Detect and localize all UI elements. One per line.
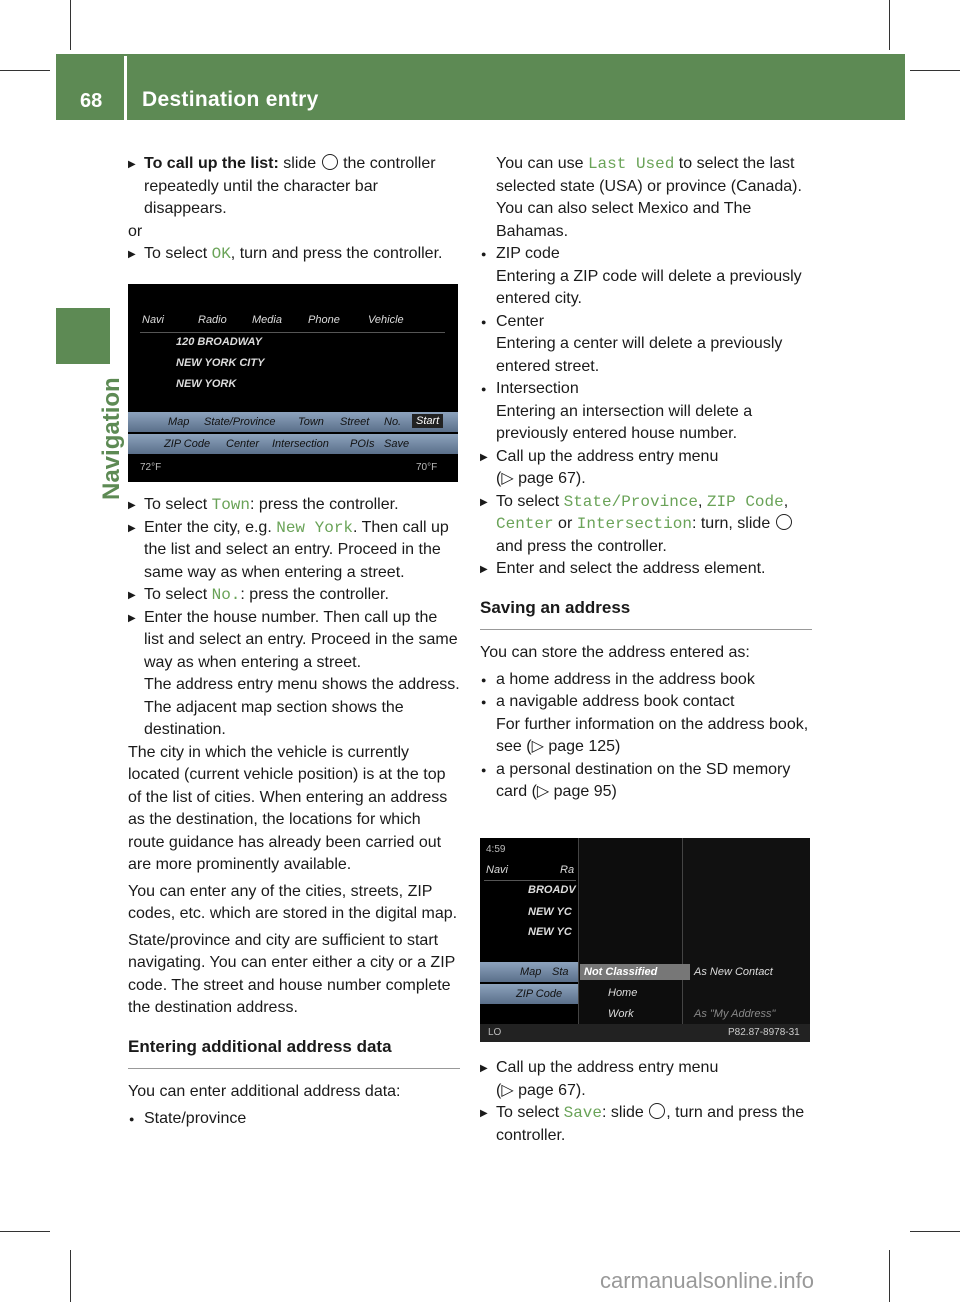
right-column bbox=[480, 153, 812, 804]
section-tab bbox=[56, 308, 110, 364]
list-item-text: Entering an intersection will delete a previously entered house number. bbox=[496, 402, 753, 442]
crop-mark bbox=[910, 1231, 960, 1232]
crop-mark bbox=[0, 70, 50, 71]
list-item: ● a home address in the address book bbox=[480, 669, 812, 692]
screenshot-navi-address: Navi Radio Media Phone Vehicle 120 BROADWAY NEW YORK CITY NEW YORK Map State/Province Town Street No. Start ZIP Code Center Intersection POIs Save 72°F 70°F bbox=[128, 284, 458, 482]
header-divider bbox=[124, 56, 127, 120]
crop-mark bbox=[910, 70, 960, 71]
crop-mark bbox=[70, 1250, 71, 1302]
paragraph: You can enter any of the cities, streets, ZIP codes, etc. which are stored in the digital map. bbox=[128, 882, 458, 922]
step: ▶ To select State/Province, ZIP Code, Center or Intersection: turn, slide and press the controller. bbox=[480, 491, 812, 559]
heading-saving-address: Saving an address bbox=[480, 597, 812, 631]
right-column-continued bbox=[480, 1057, 812, 1147]
list-item: ● a personal destination on the SD memory card (▷ page 95) bbox=[480, 759, 812, 804]
step: ▶ To call up the list: slide the controller repeatedly until the character bar disappears. bbox=[128, 153, 460, 221]
list-item: ● Center bbox=[480, 311, 812, 334]
section-label: Navigation bbox=[98, 377, 125, 500]
paragraph: The city in which the vehicle is currently located (current vehicle position) is at the top of the list of cities. When entering an address as the destination, the locations for which route guidance has already been carried out are more prominently available. bbox=[128, 743, 448, 873]
crop-mark bbox=[70, 0, 71, 50]
controller-icon bbox=[776, 514, 792, 530]
footer-watermark: carmanualsonline.info bbox=[600, 1268, 815, 1293]
paragraph: You can store the address entered as: bbox=[480, 644, 750, 661]
step: ▶ To select No.: press the controller. bbox=[128, 584, 460, 607]
list-item-text: Entering a center will delete a previously entered street. bbox=[496, 335, 783, 375]
list-item-text: Entering a ZIP code will delete a previously entered city. bbox=[496, 267, 802, 307]
controller-icon bbox=[322, 154, 338, 170]
step: ▶ To select Save: slide , turn and press the controller. bbox=[480, 1102, 812, 1147]
or-text: or bbox=[128, 222, 143, 240]
step: ▶ Enter and select the address element. bbox=[480, 558, 812, 581]
screenshot-save-address: 4:59 Navi Ra BROADV NEW YC NEW YC Map Sta ZIP Code Not Classified Home Work As New Contact As "My Address" LO P82.87-8978-31 bbox=[480, 838, 810, 1042]
crop-mark bbox=[889, 0, 890, 50]
list-item: ● State/province bbox=[128, 1108, 460, 1131]
list-item: ● a navigable address book contact bbox=[480, 691, 812, 714]
step: ▶ Enter the city, e.g. New York. Then call up the list and select an entry. Proceed in the same way as when entering a street. bbox=[128, 517, 460, 585]
controller-icon bbox=[649, 1103, 665, 1119]
page-title: Destination entry bbox=[142, 88, 319, 111]
heading-additional-data: Entering additional address data bbox=[128, 1036, 460, 1070]
crop-mark bbox=[0, 1231, 50, 1232]
step: ▶ Enter the house number. Then call up the list and select an entry. Proceed in the same way as when entering a street. bbox=[128, 607, 460, 675]
left-column-continued bbox=[128, 494, 460, 1130]
step-result: The address entry menu shows the address. The adjacent map section shows the destination. bbox=[144, 676, 460, 738]
step: ▶ To select OK, turn and press the controller. bbox=[128, 243, 460, 266]
step: ▶ To select Town: press the controller. bbox=[128, 494, 460, 517]
paragraph: You can use Last Used to select the last selected state (USA) or province (Canada). You can also select Mexico and The Bahamas. bbox=[496, 155, 802, 240]
list-item: ● ZIP code bbox=[480, 243, 812, 266]
paragraph: You can enter additional address data: bbox=[128, 1083, 401, 1100]
left-column bbox=[128, 153, 460, 266]
crop-mark bbox=[889, 1250, 890, 1302]
list-item: ● Intersection bbox=[480, 378, 812, 401]
step: ▶ Call up the address entry menu (▷ page 67). bbox=[480, 446, 812, 491]
step: ▶ Call up the address entry menu (▷ page 67). bbox=[480, 1057, 812, 1102]
paragraph: State/province and city are sufficient to start navigating. You can enter either a city or a ZIP code. The street and house number complete the destination address. bbox=[128, 931, 456, 1016]
list-item-text: For further information on the address book, see (▷ page 125) bbox=[496, 715, 809, 755]
page-number: 68 bbox=[80, 90, 103, 112]
